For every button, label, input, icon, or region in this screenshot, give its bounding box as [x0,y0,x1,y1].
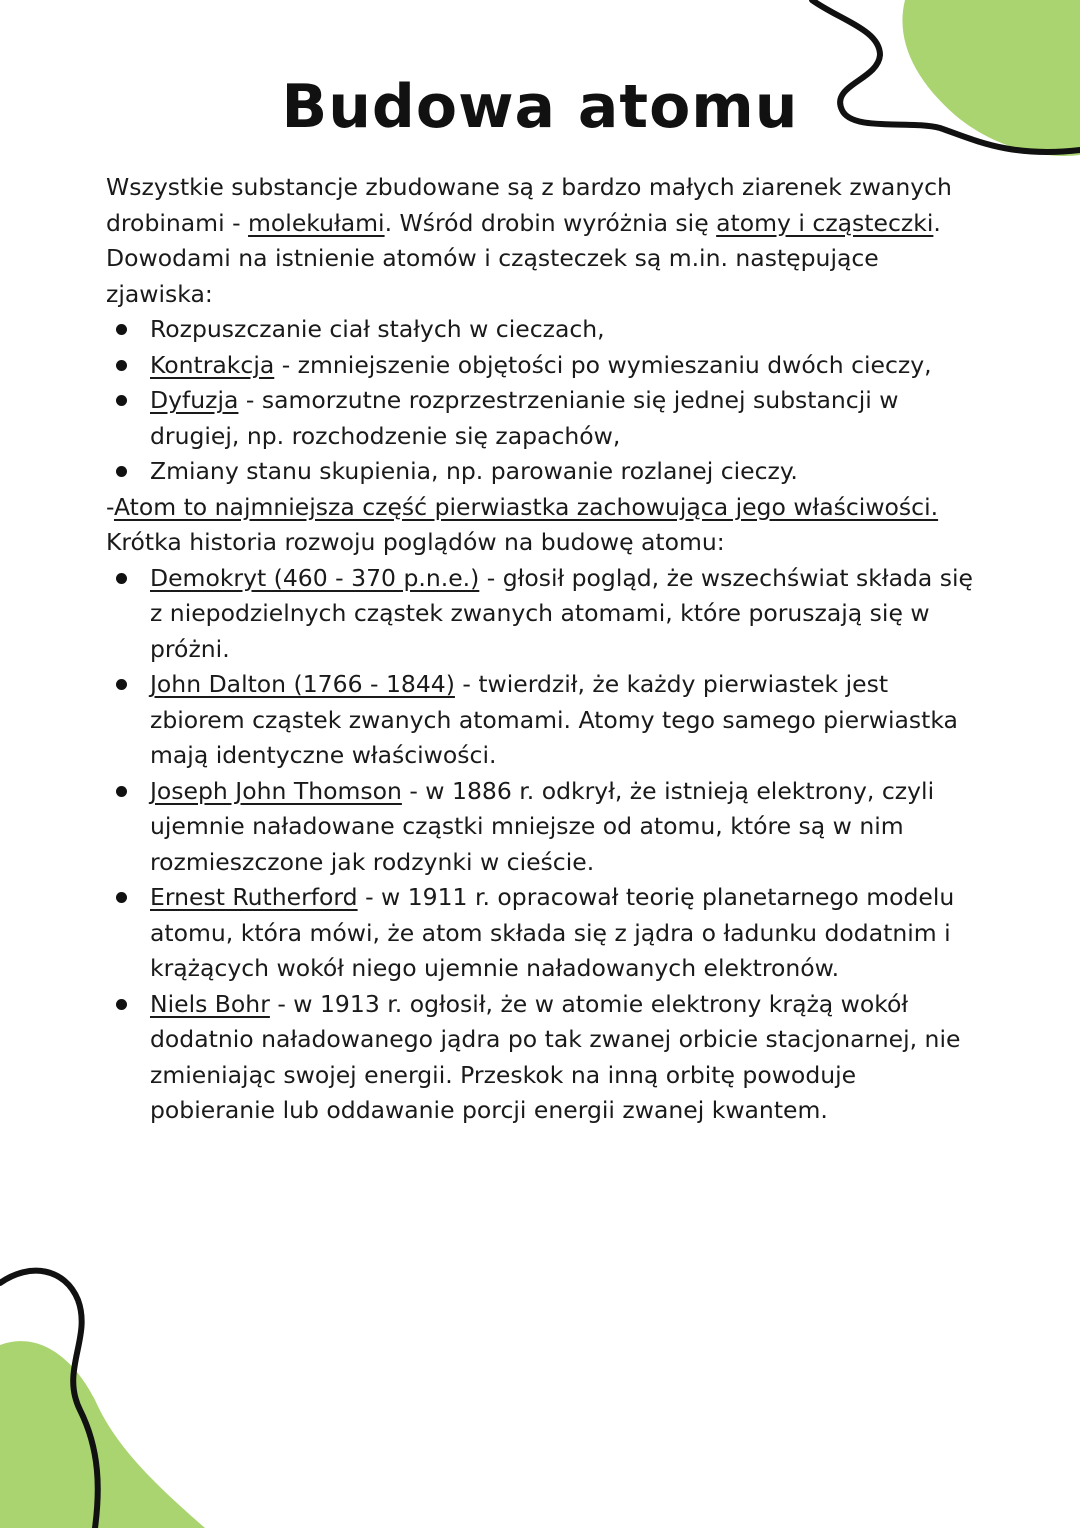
scientist-text: - w 1886 r. odkrył, że istnieją elektrony, czyli ujemnie naładowane cząstki mniejsze od atomu, które są w nim rozmieszczone jak rodzynki w cieście. [150,776,935,876]
intro-text-2: . Wśród drobin wyróżnia się [384,208,717,237]
evidence-lead: Dowodami na istnienie atomów i cząsteczek są m.in. następujące zjawiska: [106,244,879,308]
phenomenon-text: - samorzutne rozprzestrzenianie się jednej substancji w drugiej, np. rozchodzenie się zapachów, [150,386,899,450]
scientist-name: Ernest Rutherford [150,883,358,911]
bullet-icon [116,466,127,477]
history-lead: Krótka historia rozwoju poglądów na budowę atomu: [106,528,725,556]
phenomenon-term: Kontrakcja [150,350,275,379]
intro-term-atoms-particles: atomy i cząsteczki [716,208,934,237]
scientist-name: John Dalton (1766 - 1844) [150,670,455,698]
list-item [150,312,976,348]
scientist-text: - twierdził, że każdy pierwiastek jest zbiorem cząstek zwanych atomami. Atomy tego samego pierwiastka mają identyczne właściwości. [150,670,958,769]
list-item [150,774,976,881]
bullet-icon [116,679,127,690]
scientist-text: - w 1913 r. ogłosił, że w atomie elektrony krążą wokół dodatnio naładowanego jądra po tak zwanej orbicie stacjonarnej, nie zmieniając swojej energii. Przeskok na inną orbitę powoduje pobieranie lub oddawanie porcji energii zwanej kwantem. [150,989,961,1124]
list-item [150,880,976,987]
bullet-icon [116,892,127,903]
bullet-icon [116,360,127,371]
intro-term-molecules: molekułami [248,208,385,237]
intro-text-3: . [933,208,941,237]
bullet-icon [116,999,127,1010]
scientist-text: - w 1911 r. opracował teorię planetarnego modelu atomu, która mówi, że atom składa się z jądra o ładunku dodatnim i krążących wokół niego ujemnie naładowanych elektronów. [150,883,955,982]
bottom-left-green-blob [0,1341,205,1528]
bullet-icon [116,324,127,335]
list-item [150,667,976,774]
scientist-text: - głosił pogląd, że wszechświat składa się z niepodzielnych cząstek zwanych atomami, które poruszają się w próżni. [150,563,973,663]
intro-text-1: Wszystkie substancje zbudowane są z bardzo małych ziarenek zwanych drobinami - [106,173,952,237]
atom-definition [106,490,976,526]
scientist-name: Niels Bohr [150,989,270,1018]
list-item [150,561,976,668]
scientist-name: Joseph John Thomson [150,776,402,805]
list-item [150,383,976,454]
note-content [106,170,976,1129]
bullet-icon [116,573,127,584]
bullet-icon [116,786,127,797]
bullet-icon [116,395,127,406]
definition-text: Atom to najmniejsza część pierwiastka zachowująca jego właściwości. [113,492,939,521]
phenomenon-text: Zmiany stanu skupienia, np. parowanie rozlanej cieczy. [150,457,798,485]
phenomenon-term: Dyfuzja [150,386,239,414]
page-title: Budowa atomu [281,72,799,142]
history-list [106,561,976,1129]
phenomenon-text: - zmniejszenie objętości po wymieszaniu dwóch cieczy, [274,350,932,379]
list-item [150,454,976,490]
scientist-name: Demokryt (460 - 370 p.n.e.) [150,563,480,592]
bottom-left-curve-line [0,1271,98,1528]
phenomenon-text: Rozpuszczanie ciał stałych w cieczach, [150,315,605,343]
list-item [150,348,976,384]
phenomena-list [106,312,976,490]
list-item [150,987,976,1129]
intro-paragraph [106,170,976,241]
definition-prefix: - [106,492,114,521]
